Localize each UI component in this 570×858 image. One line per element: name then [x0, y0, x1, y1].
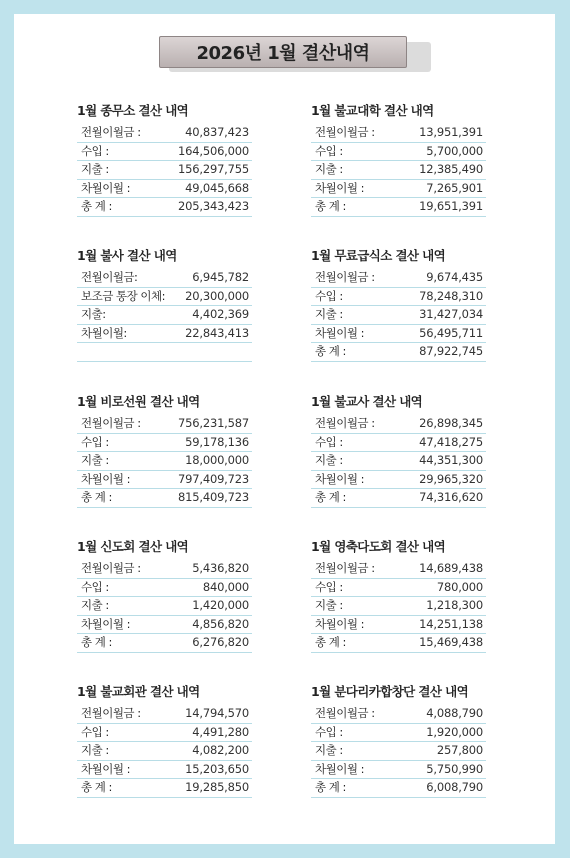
section-title: 1월 신도회 결산 내역	[77, 539, 189, 554]
row-label: 총 계 :	[81, 635, 112, 649]
table-row	[77, 724, 252, 743]
row-value: 19,285,850	[185, 780, 249, 794]
row-value: 6,276,820	[192, 635, 249, 649]
table-row	[77, 779, 252, 798]
row-value: 59,178,136	[185, 434, 249, 449]
row-value: 840,000	[202, 579, 249, 594]
table-row	[311, 489, 486, 508]
row-value: 20,300,000	[185, 288, 249, 303]
row-value: 44,351,300	[419, 453, 483, 467]
row-label: 전월이월금 :	[315, 125, 375, 139]
row-label: 차월이월 :	[315, 325, 364, 340]
row-value: 9,674,435	[426, 270, 483, 284]
row-label: 차월이월:	[81, 325, 127, 340]
table-row	[77, 288, 252, 307]
section-title: 1월 불교사 결산 내역	[311, 394, 423, 409]
table-row	[311, 634, 486, 653]
row-label: 지출 :	[81, 598, 109, 612]
row-label: 전월이월금 :	[81, 561, 141, 575]
row-value: 797,409,723	[178, 471, 249, 486]
row-value: 40,837,423	[185, 125, 249, 139]
row-label: 총 계 :	[315, 199, 346, 213]
section-title: 1월 비로선원 결산 내역	[77, 394, 200, 409]
section-title: 1월 종무소 결산 내역	[77, 103, 189, 118]
table-row	[77, 489, 252, 508]
row-value: 87,922,745	[419, 344, 483, 358]
section-bulsa	[77, 247, 252, 362]
table-row	[311, 434, 486, 453]
row-label: 차월이월 :	[315, 616, 364, 631]
row-value: 1,420,000	[192, 598, 249, 612]
table-row	[311, 452, 486, 471]
section-buddhist-college	[311, 102, 486, 217]
row-value: 4,491,280	[192, 724, 249, 739]
table-row	[77, 180, 252, 199]
row-label: 총 계 :	[81, 780, 112, 794]
section-title: 1월 분다리카합창단 결산 내역	[311, 684, 469, 699]
row-label: 전월이월금 :	[81, 125, 141, 139]
row-value: 49,045,668	[185, 180, 249, 195]
row-value: 756,231,587	[178, 416, 249, 430]
row-value: 815,409,723	[178, 490, 249, 504]
row-label: 차월이월 :	[81, 471, 130, 486]
row-value: 1,920,000	[426, 724, 483, 739]
row-label: 지출 :	[81, 743, 109, 757]
table-row	[77, 616, 252, 635]
row-label: 전월이월금 :	[315, 416, 375, 430]
row-label: 총 계 :	[81, 490, 112, 504]
section-title: 1월 무료급식소 결산 내역	[311, 248, 446, 263]
document-page	[14, 14, 555, 844]
row-label: 총 계 :	[81, 199, 112, 213]
row-value: 47,418,275	[419, 434, 483, 449]
row-value: 4,856,820	[192, 616, 249, 631]
table-row	[311, 579, 486, 598]
table-row	[311, 779, 486, 798]
row-value: 4,088,790	[426, 706, 483, 720]
section-biro-seonwon	[77, 393, 252, 508]
row-value: 56,495,711	[419, 325, 483, 340]
table-row	[77, 471, 252, 490]
table-row	[77, 415, 252, 434]
row-label: 전월이월금 :	[315, 561, 375, 575]
row-value: 18,000,000	[185, 453, 249, 467]
table-row	[77, 306, 252, 325]
table-row	[77, 269, 252, 288]
row-value: 22,843,413	[185, 325, 249, 340]
section-title: 1월 영축다도회 결산 내역	[311, 539, 446, 554]
row-value: 13,951,391	[419, 125, 483, 139]
row-value: 780,000	[436, 579, 483, 594]
table-row	[311, 742, 486, 761]
table-row	[311, 306, 486, 325]
row-value: 7,265,901	[426, 180, 483, 195]
section-jongmuso	[77, 102, 252, 217]
row-value: 14,251,138	[419, 616, 483, 631]
row-label: 차월이월 :	[81, 616, 130, 631]
row-label: 전월이월금 :	[81, 706, 141, 720]
row-label: 차월이월 :	[81, 761, 130, 776]
row-value: 5,700,000	[426, 143, 483, 158]
row-label: 보조금 통장 이체:	[81, 288, 165, 303]
section-bulgyosa	[311, 393, 486, 508]
section-sindohoe	[77, 538, 252, 653]
row-label: 전월이월금:	[81, 270, 138, 284]
table-row	[77, 143, 252, 162]
row-label: 수입 :	[81, 434, 109, 449]
row-value: 164,506,000	[178, 143, 249, 158]
table-row	[77, 124, 252, 143]
row-value: 29,965,320	[419, 471, 483, 486]
table-row	[311, 143, 486, 162]
table-row	[311, 724, 486, 743]
row-value: 31,427,034	[419, 307, 483, 321]
section-pundarika-choir	[311, 683, 486, 798]
row-value: 156,297,755	[178, 162, 249, 176]
row-label: 지출 :	[315, 162, 343, 176]
row-label: 총 계 :	[315, 635, 346, 649]
page-title: 2026년 1월 결산내역	[159, 36, 407, 68]
row-label: 수입 :	[81, 579, 109, 594]
table-row	[311, 616, 486, 635]
section-title: 1월 불교회관 결산 내역	[77, 684, 200, 699]
row-label: 수입 :	[315, 724, 343, 739]
table-row	[77, 579, 252, 598]
table-row	[77, 742, 252, 761]
row-label: 지출 :	[81, 453, 109, 467]
row-label: 차월이월 :	[81, 180, 130, 195]
row-label: 지출 :	[315, 307, 343, 321]
row-label: 수입 :	[315, 143, 343, 158]
section-yeongchuk-tea	[311, 538, 486, 653]
row-label: 총 계 :	[315, 344, 346, 358]
table-row	[311, 415, 486, 434]
table-row	[311, 161, 486, 180]
row-value: 4,082,200	[192, 743, 249, 757]
table-row	[311, 325, 486, 344]
row-label: 차월이월 :	[315, 761, 364, 776]
table-row	[77, 452, 252, 471]
row-value: 5,436,820	[192, 561, 249, 575]
section-buddhist-hall	[77, 683, 252, 798]
table-row	[77, 161, 252, 180]
row-label: 지출 :	[315, 598, 343, 612]
row-label: 전월이월금 :	[315, 270, 375, 284]
row-value: 14,689,438	[419, 561, 483, 575]
row-value: 19,651,391	[419, 199, 483, 213]
table-row	[311, 269, 486, 288]
row-label: 수입 :	[315, 579, 343, 594]
row-label: 수입 :	[81, 143, 109, 158]
row-value: 12,385,490	[419, 162, 483, 176]
row-value: 74,316,620	[419, 490, 483, 504]
row-label: 전월이월금 :	[81, 416, 141, 430]
row-label: 지출 :	[81, 162, 109, 176]
table-row	[77, 634, 252, 653]
row-label: 수입 :	[81, 724, 109, 739]
table-row	[77, 198, 252, 217]
row-value: 5,750,990	[426, 761, 483, 776]
row-label: 수입 :	[315, 434, 343, 449]
row-label: 전월이월금 :	[315, 706, 375, 720]
row-value: 1,218,300	[426, 598, 483, 612]
row-value: 15,469,438	[419, 635, 483, 649]
row-label: 지출 :	[315, 453, 343, 467]
table-row	[311, 471, 486, 490]
table-row	[311, 705, 486, 724]
row-value: 6,008,790	[426, 780, 483, 794]
table-row	[311, 124, 486, 143]
table-row	[311, 761, 486, 780]
table-row	[77, 434, 252, 453]
row-value: 78,248,310	[419, 288, 483, 303]
table-row	[77, 597, 252, 616]
row-label: 총 계 :	[315, 490, 346, 504]
row-value: 26,898,345	[419, 416, 483, 430]
table-row	[311, 560, 486, 579]
row-value: 15,203,650	[185, 761, 249, 776]
row-label: 지출:	[81, 307, 106, 321]
row-value: 4,402,369	[192, 307, 249, 321]
row-label: 수입 :	[315, 288, 343, 303]
table-row	[77, 705, 252, 724]
row-label: 지출 :	[315, 743, 343, 757]
row-label: 차월이월 :	[315, 471, 364, 486]
table-row	[77, 560, 252, 579]
section-title: 1월 불교대학 결산 내역	[311, 103, 434, 118]
row-value: 6,945,782	[192, 270, 249, 284]
row-label: 총 계 :	[315, 780, 346, 794]
row-value: 14,794,570	[185, 706, 249, 720]
table-row	[311, 343, 486, 362]
section-free-meal	[311, 247, 486, 362]
table-row	[311, 288, 486, 307]
table-row	[77, 325, 252, 344]
row-value: 257,800	[436, 743, 483, 757]
table-row	[311, 180, 486, 199]
page-title-banner	[159, 36, 421, 72]
table-row	[311, 198, 486, 217]
table-row	[311, 597, 486, 616]
section-title: 1월 불사 결산 내역	[77, 248, 177, 263]
row-label: 차월이월 :	[315, 180, 364, 195]
row-value: 205,343,423	[178, 199, 249, 213]
table-row-empty	[77, 343, 252, 362]
table-row	[77, 761, 252, 780]
